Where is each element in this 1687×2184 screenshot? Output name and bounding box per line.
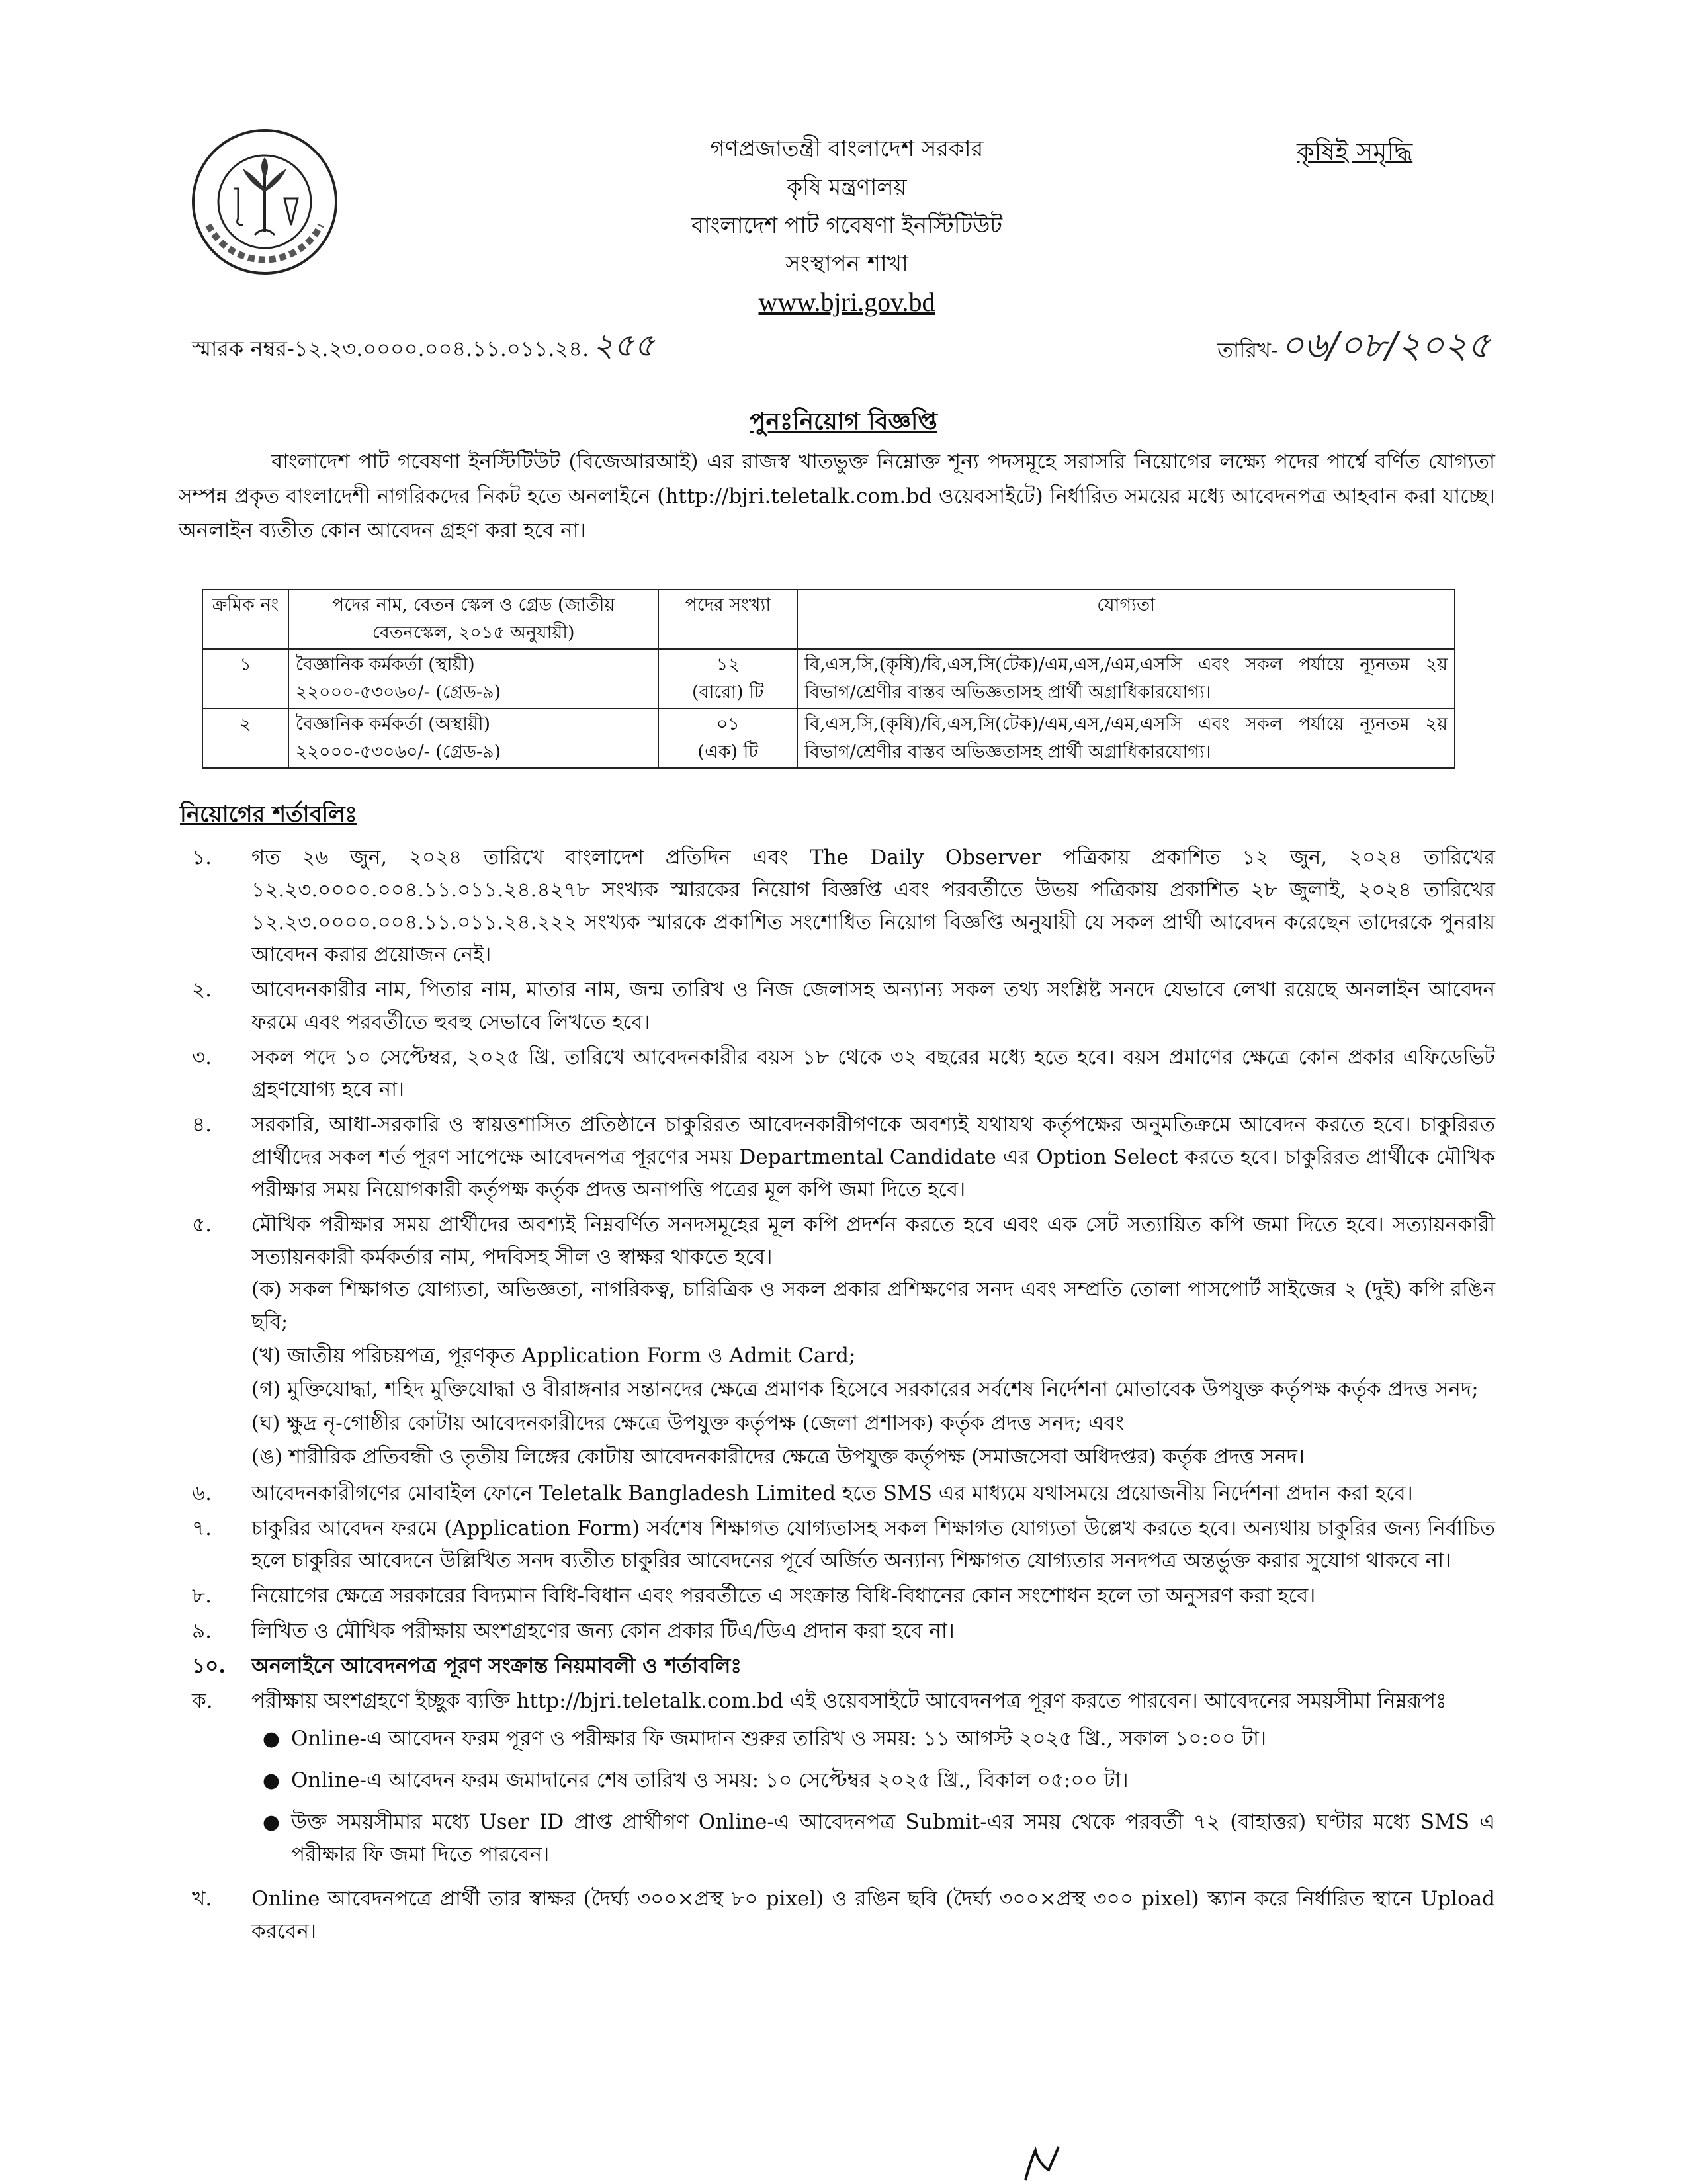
sub-item: (গ) মুক্তিযোদ্ধা, শহিদ মুক্তিযোদ্ধা ও বীরাঙ্গনার সন্তানদের ক্ষেত্রে প্রমাণক হিসেবে সরকারের সর্বশেষ নির্দেশনা মোতাবেক উপযুক্ত কর্তৃপক্ষ কর্তৃক প্রদত্ত সনদ; — [251, 1377, 1479, 1401]
intro-paragraph: বাংলাদেশ পাট গবেষণা ইনস্টিটিউট (বিজেআরআই) এর রাজস্ব খাতভুক্ত নিম্নোক্ত শূন্য পদসমূহে সরাসরি নিয়োগের লক্ষ্যে পদের পার্শ্বে বর্ণিত যোগ্যতা সম্পন্ন প্রকৃত বাংলাদেশী নাগরিকদের নিকট হতে অনলাইনে (http://bjri.teletalk.com.bd ওয়েবসাইটে) নির্ধারিত সময়ের মধ্যে আবেদনপত্র আহবান করা যাচ্ছে। অনলাইন ব্যতীত কোন আবেদন গ্রহণ করা হবে না। — [179, 450, 1495, 543]
item-text: আবেদনকারীগণের মোবাইল ফোনে Teletalk Bangladesh Limited হতে SMS এর মাধ্যমে যথাসময়ে প্রয়োজনীয় নির্দেশনা প্রদান করা হবে। — [251, 1481, 1413, 1505]
row-count — [658, 649, 797, 709]
page-title: পুনঃনিয়োগ বিজ্ঞপ্তি — [750, 408, 937, 435]
item-number: ৩. — [192, 1045, 212, 1069]
item-body: মৌখিক পরীক্ষার সময় প্রার্থীদের অবশ্যই নিম্নবর্ণিত সনদসমূহের মূল কপি প্রদর্শন করতে হবে এবং এক সেট সত্যায়িত কপি জমা দিতে হবে। সত্যায়নকারী সত্যায়নকারী কর্মকর্তার নাম, পদবিসহ সীল ও স্বাক্ষর থাকতে হবে। — [251, 1213, 1495, 1269]
item-number: ২. — [192, 978, 212, 1002]
sub-item: (খ) জাতীয় পরিচয়পত্র, পূরণকৃত Application Form ও Admit Card; — [251, 1344, 856, 1368]
conditions-list — [179, 842, 1495, 1950]
item-number: ১০. — [192, 1654, 226, 1678]
row-qualification: বি,এস,সি,(কৃষি)/বি,এস,সি(টেক)/এম,এস,/এম,এসসি এবং সকল পর্যায়ে ন্যূনতম ২য় বিভাগ/শ্রেণীর বাস্তব অভিজ্ঞতাসহ প্রার্থী অগ্রাধিকারযোগ্য। — [797, 649, 1455, 709]
list-item — [179, 974, 1495, 1039]
bullet-icon: ● — [262, 1769, 281, 1792]
item-text: চাকুরির আবেদন ফরমে (Application Form) সর্বশেষ শিক্ষাগত যোগ্যতাসহ সকল শিক্ষাগত যোগ্যতা উল্লেখ করতে হবে। অন্যথায় চাকুরির জন্য নির্বাচিত হলে চাকুরির আবেদনে উল্লিখিত সনদ ব্যতীত চাকুরির আবেদনের পূর্বে অর্জিত অন্যান্য শিক্ষাগত যোগ্যতার সনদপত্র অন্তর্ভুক্ত করার সুযোগ থাকবে না। — [251, 1516, 1495, 1573]
item-number: ১. — [192, 846, 212, 869]
item-number: ৫. — [192, 1213, 212, 1237]
post-name: বৈজ্ঞানিক কর্মকর্তা (অস্থায়ী) — [295, 714, 491, 734]
conditions-heading: নিয়োগের শর্তাবলিঃ — [180, 801, 357, 828]
list-item — [179, 1650, 1495, 1682]
bullet-text: উক্ত সময়সীমার মধ্যে User ID প্রাপ্ত প্রার্থীগণ Online-এ আবেদনপত্র Submit-এর সময় থেকে পরবর্তী ৭২ (বাহাত্তর) ঘণ্টার মধ্যে SMS এ পরীক্ষার ফি জমা দিতে পারবেন। — [291, 1810, 1495, 1866]
item-number: ৭. — [192, 1516, 212, 1540]
row-count — [658, 709, 797, 768]
memo-number — [192, 322, 655, 374]
item-text: Online আবেদনপত্রে প্রার্থী তার স্বাক্ষর (দৈর্ঘ্য ৩০০×প্রস্থ ৮০ pixel) ও রঙিন ছবি (দৈর্ঘ্য ৩০০×প্রস্থ ৩০০ pixel) স্ক্যান করে নির্ধারিত স্থানে Upload করবেন। — [251, 1887, 1495, 1943]
item-text — [251, 1685, 1495, 1880]
bjri-seal-icon — [189, 126, 341, 278]
posts-table — [202, 589, 1455, 769]
list-item — [251, 1723, 1495, 1755]
ministry-name: কৃষি মন্ত্রণালয় — [787, 174, 907, 200]
col-count: পদের সংখ্যা — [658, 590, 797, 649]
list-item — [179, 1883, 1495, 1948]
item-text: গত ২৬ জুন, ২০২৪ তারিখে বাংলাদেশ প্রতিদিন এবং The Daily Observer পত্রিকায় প্রকাশিত ১২ জুন, ২০২৪ তারিখের ১২.২৩.০০০০.০০৪.১১.০১১.২৪.৪২৭৮ সংখ্যক স্মারকের নিয়োগ বিজ্ঞপ্তি এবং পরবর্তীতে উভয় পত্রিকায় প্রকাশিত ২৮ জুলাই, ২০২৪ তারিখের ১২.২৩.০০০০.০০৪.১১.০১১.২৪.২২২ সংখ্যক স্মারকে প্রকাশিত সংশোধিত নিয়োগ বিজ্ঞপ্তি অনুযায়ী যে সকল প্রার্থী আবেদন করেছেন তাদেরকে পুনরায় আবেদন করার প্রয়োজন নেই। — [251, 846, 1495, 967]
list-item — [179, 1685, 1495, 1880]
bullet-icon: ● — [262, 1811, 281, 1834]
motto: কৃষিই সমৃদ্ধি — [1297, 137, 1413, 166]
list-item — [179, 1512, 1495, 1577]
row-post — [288, 709, 658, 768]
item-text: লিখিত ও মৌখিক পরীক্ষায় অংশগ্রহণের জন্য কোন প্রকার টিএ/ডিএ প্রদান করা হবে না। — [251, 1619, 955, 1643]
govt-name: গণপ্রজাতন্ত্রী বাংলাদেশ সরকার — [710, 136, 984, 162]
row-post — [288, 649, 658, 709]
table-header-row — [202, 590, 1455, 649]
list-item — [179, 1580, 1495, 1612]
list-item — [179, 1615, 1495, 1647]
col-serial: ক্রমিক নং — [202, 590, 288, 649]
row-serial: ১ — [202, 649, 288, 709]
pay-scale: ২২০০০-৫৩০৬০/- (গ্রেড-৯) — [295, 742, 501, 762]
sub-item: (ঘ) ক্ষুদ্র নৃ-গোষ্ঠীর কোটায় আবেদনকারীদের ক্ষেত্রে উপযুক্ত কর্তৃপক্ষ (জেলা প্রশাসক) কর্তৃক প্রদত্ত সনদ; এবং — [251, 1411, 1125, 1435]
list-item — [179, 1209, 1495, 1475]
item-text — [251, 1209, 1495, 1475]
count-number: ০১ — [716, 714, 740, 734]
deadline-list — [251, 1723, 1495, 1871]
table-row — [202, 649, 1455, 709]
col-qualification: যোগ্যতা — [797, 590, 1455, 649]
pay-scale: ২২০০০-৫৩০৬০/- (গ্রেড-৯) — [295, 682, 501, 703]
item-body: পরীক্ষায় অংশগ্রহণে ইচ্ছুক ব্যক্তি http://bjri.teletalk.com.bd এই ওয়েবসাইটে আবেদনপত্র পূরণ করতে পারবেন। আবেদনের সময়সীমা নিম্নরূপঃ — [251, 1689, 1447, 1713]
date-handwritten: ০৬/০৮/২০২৫ — [1280, 324, 1491, 366]
bullet-text: Online-এ আবেদন ফরম জমাদানের শেষ তারিখ ও সময়: ১০ সেপ্টেম্বর ২০২৫ খ্রি., বিকাল ০৫:০০ টা। — [291, 1769, 1129, 1792]
count-number: ১২ — [716, 654, 740, 675]
item-number: ক. — [192, 1689, 213, 1713]
sub-item: (ঙ) শারীরিক প্রতিবন্ধী ও তৃতীয় লিঙ্গের কোটায় আবেদনকারীদের ক্ষেত্রে উপযুক্ত কর্তৃপক্ষ (সমাজসেবা অধিদপ্তর) কর্তৃক প্রদত্ত সনদ। — [251, 1445, 1305, 1469]
list-item — [251, 1765, 1495, 1797]
row-serial: ২ — [202, 709, 288, 768]
bullet-icon: ● — [262, 1727, 281, 1751]
item-number: ৯. — [192, 1619, 212, 1643]
item-number: খ. — [192, 1887, 212, 1911]
table-row — [202, 709, 1455, 768]
signature-mark-icon — [1019, 2144, 1078, 2183]
date-label: তারিখ- — [1217, 337, 1278, 363]
list-item — [179, 842, 1495, 971]
institute-name: বাংলাদেশ পাট গবেষণা ইনস্টিটিউট — [691, 212, 1002, 239]
list-item — [179, 1109, 1495, 1206]
count-words: (এক) টি — [697, 742, 759, 762]
item-text: নিয়োগের ক্ষেত্রে সরকারের বিদ্যমান বিধি-বিধান এবং পরবর্তীতে এ সংক্রান্ত বিধি-বিধানের কোন সংশোধন হলে তা অনুসরণ করা হবে। — [251, 1584, 1316, 1608]
sub-item: (ক) সকল শিক্ষাগত যোগ্যতা, অভিজ্ঞতা, নাগরিকত্ব, চারিত্রিক ও সকল প্রকার প্রশিক্ষণের সনদ এবং সম্প্রতি তোলা পাসপোর্ট সাইজের ২ (দুই) কপি রঙিন ছবি; — [251, 1278, 1495, 1334]
row-qualification: বি,এস,সি,(কৃষি)/বি,এস,সি(টেক)/এম,এস,/এম,এসসি এবং সকল পর্যায়ে ন্যূনতম ২য় বিভাগ/শ্রেণীর বাস্তব অভিজ্ঞতাসহ প্রার্থী অগ্রাধিকারযোগ্য। — [797, 709, 1455, 768]
item-number: ৮. — [192, 1584, 212, 1608]
count-words: (বারো) টি — [692, 682, 764, 703]
letterhead — [503, 130, 1191, 322]
list-item — [179, 1477, 1495, 1510]
notice-date — [1217, 318, 1491, 377]
item-text: অনলাইনে আবেদনপত্র পূরণ সংক্রান্ত নিয়মাবলী ও শর্তাবলিঃ — [251, 1654, 742, 1678]
item-text: সরকারি, আধা-সরকারি ও স্বায়ত্তশাসিত প্রতিষ্ঠানে চাকুরিরত আবেদনকারীগণকে অবশ্যই যথাযথ কর্তৃপক্ষের অনুমতিক্রমে আবেদন করতে হবে। চাকুরিরত প্রার্থীদের সকল শর্ত পূরণ সাপেক্ষে আবেদনপত্র পূরণের সময় Departmental Candidate এর Option Select করতে হবে। চাকুরিরত প্রার্থীকে মৌখিক পরীক্ষার সময় নিয়োগকারী কর্তৃপক্ষ কর্তৃক প্রদত্ত অনাপত্তি পত্রের মূল কপি জমা দিতে হবে। — [251, 1113, 1495, 1201]
bullet-text: Online-এ আবেদন ফরম পূরণ ও পরীক্ষার ফি জমাদান শুরুর তারিখ ও সময়: ১১ আগস্ট ২০২৫ খ্রি., সকাল ১০:০০ টা। — [291, 1727, 1267, 1751]
item-number: ৬. — [192, 1481, 212, 1505]
item-text: আবেদনকারীর নাম, পিতার নাম, মাতার নাম, জন্ম তারিখ ও নিজ জেলাসহ অন্যান্য সকল তথ্য সংশ্লিষ্ট সনদে যেভাবে লেখা রয়েছে অনলাইন আবেদন ফরমে এবং পরবর্তীতে হুবহু সেভাবে লিখতে হবে। — [251, 978, 1495, 1034]
branch-name: সংস্থাপন শাখা — [785, 251, 908, 277]
post-name: বৈজ্ঞানিক কর্মকর্তা (স্থায়ী) — [295, 654, 475, 675]
col-post: পদের নাম, বেতন স্কেল ও গ্রেড (জাতীয় বেতনস্কেল, ২০১৫ অনুযায়ী) — [288, 590, 658, 649]
item-number: ৪. — [192, 1113, 212, 1137]
website-link[interactable]: www.bjri.gov.bd — [758, 287, 935, 317]
item-text: সকল পদে ১০ সেপ্টেম্বর, ২০২৫ খ্রি. তারিখে আবেদনকারীর বয়স ১৮ থেকে ৩২ বছরের মধ্যে হতে হবে। বয়স প্রমাণের ক্ষেত্রে কোন প্রকার এফিডেভিট গ্রহণযোগ্য হবে না। — [251, 1045, 1495, 1102]
memo-label: স্মারক নম্বর-১২.২৩.০০০০.০০৪.১১.০১১.২৪. — [192, 336, 589, 361]
memo-handwritten: ২৫৫ — [593, 327, 655, 364]
list-item — [179, 1041, 1495, 1106]
list-item — [251, 1806, 1495, 1871]
